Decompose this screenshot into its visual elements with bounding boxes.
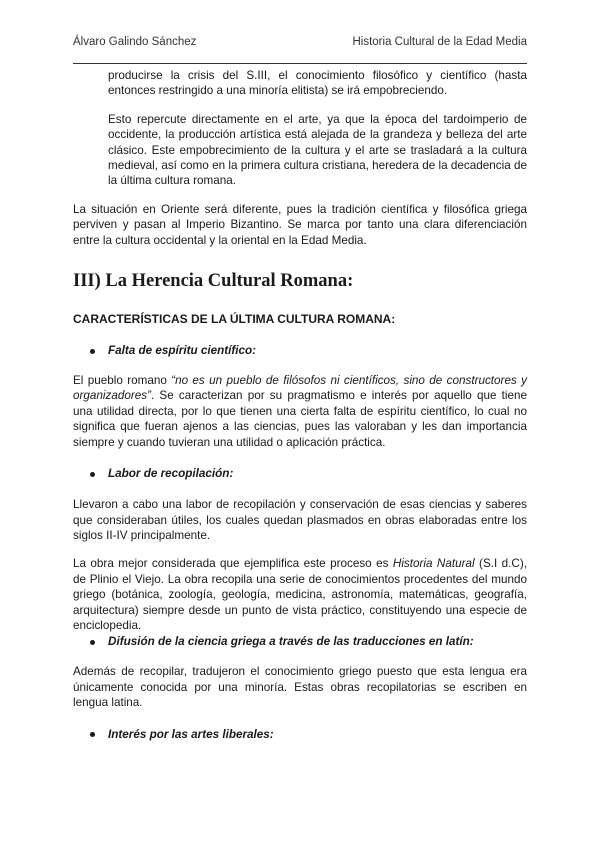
section-heading: III) La Herencia Cultural Romana: <box>73 271 354 292</box>
paragraph-arte: Esto repercute directamente en el arte, ya que la época del tardoimperio de occidente, la producción artística está alejada de la grandeza y belleza del arte clásico. Este empobrecimiento de la cultura y el arte se trasladará a la cultura medieval, así como en la primera cultura cristiana, heredera de la decadencia de la última cultura romana. <box>108 112 527 188</box>
book-title: Historia Natural <box>392 557 475 571</box>
bullet-dot-icon <box>90 640 95 645</box>
text-run: La obra mejor considerada que ejemplifica este proceso es <box>73 557 393 571</box>
page-header <box>73 36 527 48</box>
bullet-artes-liberales <box>90 727 527 743</box>
paragraph-llevaron: Llevaron a cabo una labor de recopilación y conservación de esas ciencias y saberes que consideraban útiles, los cuales quedan plasmados en obras elaboradas entre los siglos II-IV principalmente. <box>73 498 527 542</box>
header-rule <box>73 63 527 64</box>
paragraph-ademas: Además de recopilar, tradujeron el conocimiento griego puesto que esta lengua era únicamente conocida por una minoría. Estas obras recopilatorias se escriben en lengua latina. <box>73 665 527 710</box>
quote-run: “no es un pueblo de filósofos ni científicos, sino de constructores y organizadores” <box>73 374 527 403</box>
paragraph-oriente: La situación en Oriente será diferente, pues la tradición científica y filosófica griega perviven y pasan al Imperio Bizantino. Se marca por tanto una clara diferenciación entre la cultura occidental y la oriental en la Edad Media. <box>73 202 527 247</box>
paragraph-pueblo-romano <box>73 373 527 450</box>
bullet-label: Falta de espíritu científico: <box>108 344 257 358</box>
page-content <box>73 68 527 743</box>
text-run: (S.I d.C), de Plinio el Viejo. La obra recopila una serie de conocimientos procedentes del mundo griego (botánica, zoología, geología, medicina, astronomía, matemáticas, geografía, arquitectura) siempre desde un punto de vista práctico, constituyendo una especie de enciclopedia. <box>73 557 527 632</box>
bullet-label: Interés por las artes liberales: <box>108 727 274 741</box>
bullet-label: Difusión de la ciencia griega a través de las traducciones en latín: <box>108 635 474 649</box>
paragraph-historia-natural <box>73 556 527 633</box>
subheading: CARACTERÍSTICAS DE LA ÚLTIMA CULTURA ROMANA: <box>73 312 396 327</box>
bullet-dot-icon <box>90 349 95 354</box>
header-title: Historia Cultural de la Edad Media <box>352 36 527 48</box>
bullet-dot-icon <box>90 472 95 477</box>
bullet-difusion <box>90 634 527 650</box>
bullet-recopilacion <box>90 466 527 482</box>
bullet-falta-espiritu <box>90 343 527 359</box>
text-run: . Se caracterizan por su pragmatismo e interés por aquello que tiene una utilidad directa, por lo que tienen una cierta falta de espíritu científico, lo cual no significa que fueran ajenos a las ciencias, pues las valoraban y les dan importancia siempre y cuando tuvieran una utilidad o aplicación práctica. <box>73 389 527 449</box>
paragraph-crisis: producirse la crisis del S.III, el conocimiento filosófico y científico (hasta entonces restringido a una minoría elitista) se irá empobreciendo. <box>108 69 527 98</box>
text-run: El pueblo romano <box>73 374 172 388</box>
bullet-dot-icon <box>90 732 95 737</box>
bullet-label: Labor de recopilación: <box>108 467 234 481</box>
header-author: Álvaro Galindo Sánchez <box>73 36 197 48</box>
